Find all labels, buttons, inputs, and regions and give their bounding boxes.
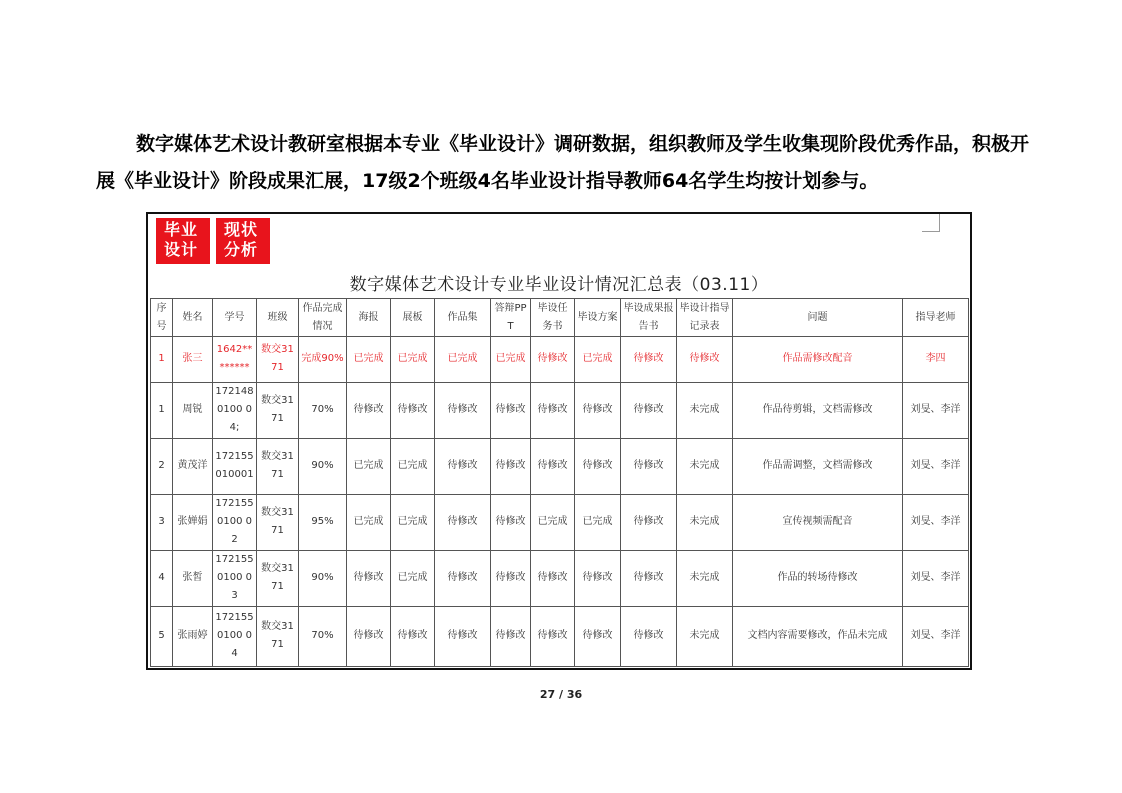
table-cell: 黄茂洋 — [173, 438, 213, 494]
table-cell: 172155 010001 — [213, 438, 257, 494]
header-cell: 毕设任务书 — [531, 299, 575, 337]
table-cell: 1721550100 04 — [213, 606, 257, 666]
header-cell: 问题 — [733, 299, 903, 337]
table-cell: 作品待剪辑，文档需修改 — [733, 382, 903, 438]
table-cell: 已完成 — [435, 337, 491, 383]
header-cell: 班级 — [257, 299, 299, 337]
table-cell: 1 — [151, 382, 173, 438]
table-cell: 已完成 — [391, 337, 435, 383]
header-cell: 姓名 — [173, 299, 213, 337]
table-cell: 数交3171 — [257, 606, 299, 666]
table-row — [151, 382, 969, 438]
badge-graduation-design: 毕业 设计 — [156, 218, 210, 264]
header-cell: 毕设计指导记录表 — [677, 299, 733, 337]
table-cell: 未完成 — [677, 550, 733, 606]
table-cell: 数交3171 — [257, 438, 299, 494]
page-number: 27 / 36 — [539, 688, 583, 701]
table-cell: 已完成 — [575, 494, 621, 550]
table-cell: 未完成 — [677, 382, 733, 438]
table-cell: 张婵娟 — [173, 494, 213, 550]
header-cell: 序号 — [151, 299, 173, 337]
table-cell: 1642******** — [213, 337, 257, 383]
table-cell: 已完成 — [391, 494, 435, 550]
table-cell: 张皙 — [173, 550, 213, 606]
table-cell: 待修改 — [435, 606, 491, 666]
table-cell: 待修改 — [347, 382, 391, 438]
header-cell: 指导老师 — [903, 299, 969, 337]
table-cell: 张三 — [173, 337, 213, 383]
table-cell: 70% — [299, 382, 347, 438]
table-cell: 待修改 — [531, 382, 575, 438]
table-row — [151, 550, 969, 606]
table-cell: 待修改 — [391, 606, 435, 666]
table-cell: 待修改 — [621, 550, 677, 606]
table-cell: 4 — [151, 550, 173, 606]
table-cell: 待修改 — [575, 382, 621, 438]
table-cell: 作品的转场待修改 — [733, 550, 903, 606]
summary-table — [150, 298, 969, 667]
table-cell: 70% — [299, 606, 347, 666]
table-cell: 待修改 — [531, 606, 575, 666]
table-cell: 待修改 — [621, 494, 677, 550]
table-cell: 5 — [151, 606, 173, 666]
table-cell: 刘旻、李洋 — [903, 550, 969, 606]
header-cell: 展板 — [391, 299, 435, 337]
table-cell: 待修改 — [531, 438, 575, 494]
intro-line-2: 极开展《毕业设计》阶段成果汇展，17级2个班级4名毕业设计指导教师64名学生均按计划参与。 — [96, 133, 1030, 192]
table-cell: 已完成 — [575, 337, 621, 383]
table-cell: 待修改 — [391, 382, 435, 438]
table-cell: 待修改 — [435, 550, 491, 606]
table-cell: 刘旻、李洋 — [903, 494, 969, 550]
table-cell: 未完成 — [677, 438, 733, 494]
table-cell: 完成90% — [299, 337, 347, 383]
badge-status-analysis: 现状 分析 — [216, 218, 270, 264]
table-cell: 1 — [151, 337, 173, 383]
table-cell: 待修改 — [621, 337, 677, 383]
table-cell: 张雨婷 — [173, 606, 213, 666]
header-cell: 毕设成果报告书 — [621, 299, 677, 337]
table-cell: 待修改 — [575, 550, 621, 606]
table-cell: 已完成 — [391, 550, 435, 606]
header-cell: 作品集 — [435, 299, 491, 337]
table-cell: 1721480100 04; — [213, 382, 257, 438]
table-cell: 已完成 — [491, 337, 531, 383]
table-cell: 待修改 — [347, 550, 391, 606]
table-cell: 待修改 — [491, 550, 531, 606]
table-row — [151, 606, 969, 666]
table-cell: 未完成 — [677, 606, 733, 666]
table-cell: 90% — [299, 438, 347, 494]
table-row — [151, 337, 969, 383]
table-cell: 数交3171 — [257, 337, 299, 383]
table-cell: 数交3171 — [257, 494, 299, 550]
table-cell: 待修改 — [435, 438, 491, 494]
table-cell: 数交3171 — [257, 382, 299, 438]
table-cell: 已完成 — [347, 337, 391, 383]
table-cell: 待修改 — [575, 606, 621, 666]
table-cell: 文档内容需要修改，作品未完成 — [733, 606, 903, 666]
table-cell: 刘旻、李洋 — [903, 382, 969, 438]
table-cell: 待修改 — [621, 438, 677, 494]
table-cell: 待修改 — [347, 606, 391, 666]
table-row — [151, 494, 969, 550]
table-cell: 3 — [151, 494, 173, 550]
table-cell: 刘旻、李洋 — [903, 438, 969, 494]
header-cell: 学号 — [213, 299, 257, 337]
table-cell: 待修改 — [491, 606, 531, 666]
header-cell: 毕设方案 — [575, 299, 621, 337]
table-cell: 刘旻、李洋 — [903, 606, 969, 666]
table-cell: 已完成 — [531, 494, 575, 550]
header-cell: 海报 — [347, 299, 391, 337]
table-cell: 待修改 — [531, 550, 575, 606]
table-cell: 已完成 — [347, 438, 391, 494]
table-cell: 数交3171 — [257, 550, 299, 606]
table-cell: 95% — [299, 494, 347, 550]
table-cell: 已完成 — [391, 438, 435, 494]
table-cell: 待修改 — [491, 382, 531, 438]
table-cell: 待修改 — [621, 606, 677, 666]
table-cell: 待修改 — [435, 494, 491, 550]
table-cell: 90% — [299, 550, 347, 606]
table-cell: 待修改 — [531, 337, 575, 383]
table-row — [151, 438, 969, 494]
header-cell: 作品完成情况 — [299, 299, 347, 337]
table-header-row — [151, 299, 969, 337]
table-cell: 周锐 — [173, 382, 213, 438]
table-cell: 1721550100 02 — [213, 494, 257, 550]
table-cell: 待修改 — [677, 337, 733, 383]
intro-line-1: 数字媒体艺术设计教研室根据本专业《毕业设计》调研数据，组织教师及学生收集现阶段优秀作品，积 — [136, 133, 992, 155]
table-cell: 作品需调整，文档需修改 — [733, 438, 903, 494]
table-title: 数字媒体艺术设计专业毕业设计情况汇总表（03.11） — [349, 275, 769, 295]
table-cell: 宣传视频需配音 — [733, 494, 903, 550]
table-cell: 李四 — [903, 337, 969, 383]
table-cell: 已完成 — [347, 494, 391, 550]
table-cell: 待修改 — [491, 494, 531, 550]
header-cell: 答辩PPT — [491, 299, 531, 337]
table-cell: 待修改 — [491, 438, 531, 494]
intro-paragraph — [96, 126, 1036, 200]
table-cell: 作品需修改配音 — [733, 337, 903, 383]
table-cell: 2 — [151, 438, 173, 494]
table-cell: 待修改 — [435, 382, 491, 438]
table-cell: 待修改 — [575, 438, 621, 494]
corner-crop-mark — [922, 214, 940, 232]
table-cell: 待修改 — [621, 382, 677, 438]
table-cell: 1721550100 03 — [213, 550, 257, 606]
table-cell: 未完成 — [677, 494, 733, 550]
